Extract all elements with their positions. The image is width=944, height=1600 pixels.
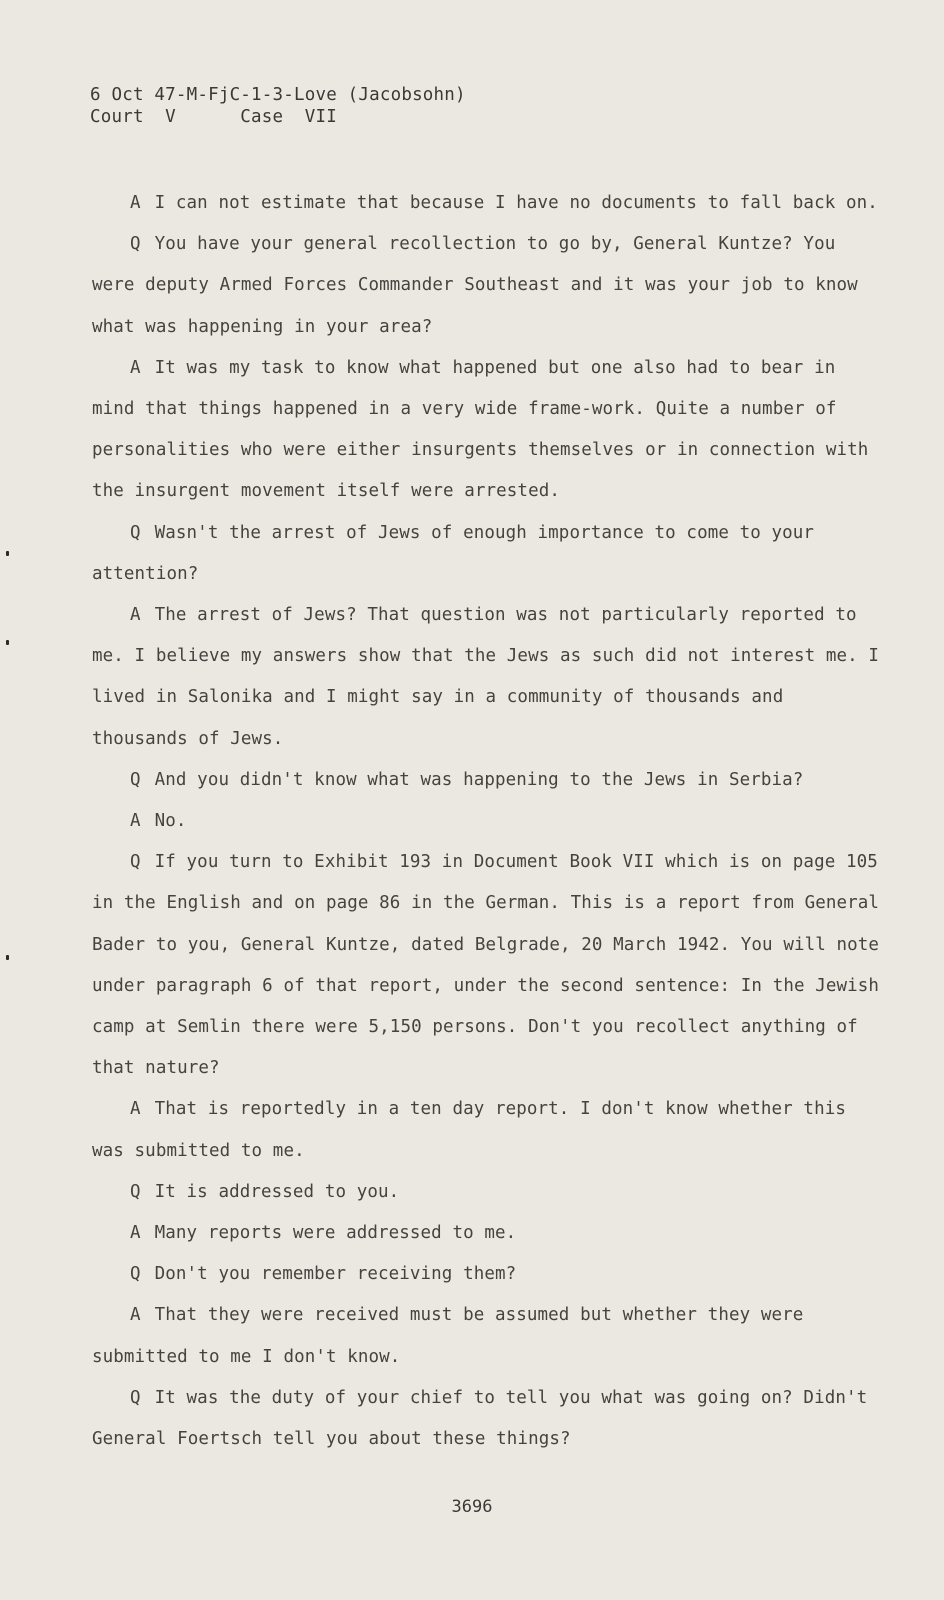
testimony-paragraph <box>92 595 882 760</box>
testimony-text: Many reports were addressed to me. <box>154 1223 517 1244</box>
testimony-paragraph <box>92 760 882 801</box>
testimony-paragraph <box>92 801 882 842</box>
binding-hole-mark <box>6 551 9 556</box>
testimony-paragraph <box>92 183 882 224</box>
testimony-text: That is reportedly in a ten day report. I don't know whether this was submitted to me. <box>92 1099 846 1161</box>
testimony-text: That they were received must be assumed but whether they were submitted to me I don't know. <box>92 1305 804 1367</box>
speaker-label: Q <box>130 769 141 790</box>
testimony-text: Don't you remember receiving them? <box>154 1264 517 1285</box>
document-header <box>90 84 466 128</box>
session-identifier: 6 Oct 47-M-FjC-1-3-Love (Jacobsohn) <box>90 85 466 105</box>
testimony-paragraph <box>92 1295 882 1377</box>
testimony-paragraph <box>92 513 882 595</box>
testimony-text: It was the duty of your chief to tell you what was going on? Didn't General Foertsch tell you about these things? <box>92 1387 868 1450</box>
testimony-paragraph <box>92 1378 882 1460</box>
testimony-text: I can not estimate that because I have no documents to fall back on. <box>154 193 878 213</box>
speaker-label: A <box>130 811 141 832</box>
transcript-body <box>92 183 882 1460</box>
testimony-text: It is addressed to you. <box>154 1181 400 1202</box>
testimony-paragraph <box>92 348 882 513</box>
testimony-paragraph <box>92 1213 882 1254</box>
testimony-text: Wasn't the arrest of Jews of enough importance to come to your attention? <box>92 522 815 584</box>
speaker-label: Q <box>130 1264 141 1285</box>
testimony-text: The arrest of Jews? That question was not particularly reported to me. I believe my answers show that the Jews as such did not interest me. I lived in Salonika and I might say in a community of thousands and thousands of Jews. <box>92 605 880 749</box>
speaker-label: Q <box>130 522 141 543</box>
speaker-label: Q <box>130 1387 141 1408</box>
page-number: 3696 <box>451 1497 493 1517</box>
testimony-paragraph <box>92 224 882 348</box>
speaker-label: A <box>130 605 141 626</box>
binding-hole-mark <box>6 955 9 960</box>
speaker-label: Q <box>130 234 141 255</box>
testimony-text: No. <box>154 811 187 832</box>
testimony-paragraph <box>92 1089 882 1171</box>
speaker-label: A <box>130 193 141 213</box>
speaker-label: Q <box>130 1181 141 1202</box>
court-case-line: Court V Case VII <box>90 107 337 127</box>
testimony-text: You have your general recollection to go by, General Kuntze? You were deputy Armed Forces Commander Southeast and it was your job to know what was happening in your area? <box>92 234 858 337</box>
testimony-text: And you didn't know what was happening to the Jews in Serbia? <box>154 769 804 790</box>
speaker-label: A <box>130 1305 141 1326</box>
speaker-label: A <box>130 1099 141 1120</box>
binding-hole-mark <box>6 640 9 645</box>
testimony-paragraph <box>92 842 882 1089</box>
speaker-label: Q <box>130 852 141 873</box>
testimony-text: It was my task to know what happened but one also had to bear in mind that things happened in a very wide frame-work. Quite a number of personalities who were either insurgents themselves or in connection with the insurgent movement itself were arrested. <box>92 357 869 502</box>
testimony-paragraph <box>92 1172 882 1213</box>
speaker-label: A <box>130 357 141 378</box>
testimony-text: If you turn to Exhibit 193 in Document Book VII which is on page 105 in the English and on page 86 in the German. This is a report from General Bader to you, General Kuntze, dated Belgrade, 20 March 1942. You will note under paragraph 6 of that report, under the second sentence: In the Jewish camp at Semlin there were 5,150 persons. Don't you recollect anything of that nature? <box>92 852 880 1079</box>
testimony-paragraph <box>92 1254 882 1295</box>
speaker-label: A <box>130 1223 141 1244</box>
